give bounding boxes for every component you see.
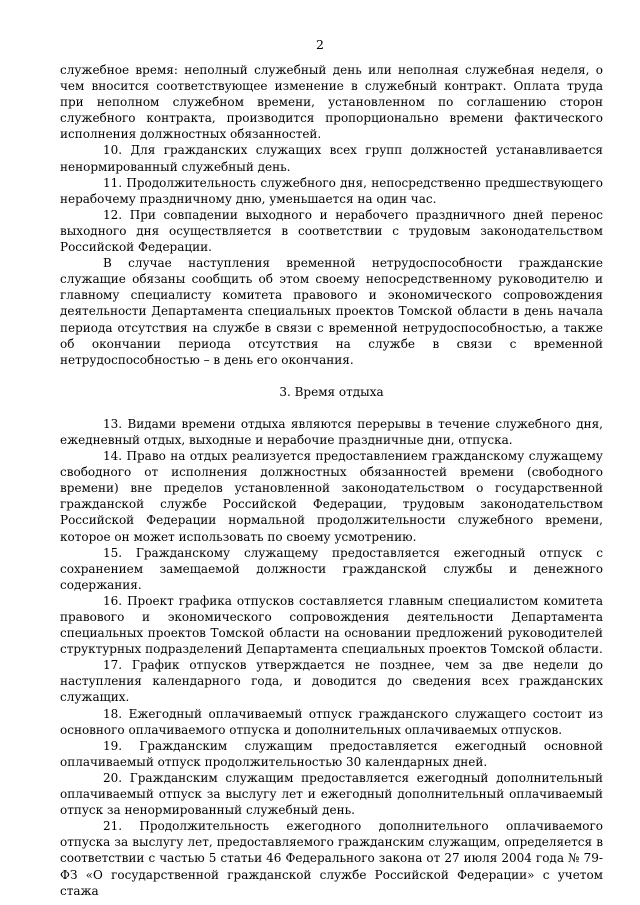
paragraph-15: 15. Гражданскому служащему предоставляется ежегодный отпуск с сохранением замещаемой должности гражданской службы и денежного содержания. [60, 545, 603, 592]
paragraph-17: 17. График отпусков утверждается не позднее, чем за две недели до наступления календарного года, и доводится до сведения всех гражданских служащих. [60, 658, 603, 705]
paragraph-12: 12. При совпадении выходного и нерабочего праздничного дней перенос выходного дня осуществляется в соответствии с трудовым законодательством Российской Федерации. [60, 207, 603, 255]
paragraph-continuation: служебное время: неполный служебный день или неполная служебная неделя, о чем вносится соответствующее изменение в служебный контракт. Оплата труда при неполном служебном времени, установленном по соглашению сторон служебного контракта, производится пропорционально времени фактического исполнения должностных обязанностей. [60, 63, 603, 142]
paragraph-11: 11. Продолжительность служебного дня, непосредственно предшествующего нерабочему праздничному дню, уменьшается на один час. [60, 175, 603, 206]
paragraph-10: 10. Для гражданских служащих всех групп должностей устанавливается ненормированный служебный день. [60, 143, 603, 174]
paragraph-19: 19. Гражданским служащим предоставляется ежегодный основной оплачиваемый отпуск продолжительностью 30 календарных дней. [60, 738, 603, 769]
paragraph-21: 21. Продолжительность ежегодного дополнительного оплачиваемого отпуска за выслугу лет, предоставляемого гражданским служащим, определяется в соответствии с частью 5 статьи 46 Федерального закона от 27 июля 2004 года № 79-ФЗ «О государственной гражданской службе Российской Федерации» с учетом стажа [60, 819, 603, 898]
paragraph-14: 14. Право на отдых реализуется предоставлением гражданскому служащему свободного от исполнения должностных обязанностей времени (свободного времени) вне пределов установленной законодательством о государственной гражданской службе Российской Федерации, трудовым законодательством Российской Федерации нормальной продолжительности служебного времени, которое он может использовать по своему усмотрению. [60, 449, 603, 544]
paragraph-18: 18. Ежегодный оплачиваемый отпуск гражданского служащего состоит из основного оплачиваемого отпуска и дополнительных оплачиваемых отпусков. [60, 706, 603, 737]
page-number: 2 [316, 37, 324, 52]
paragraph-13: 13. Видами времени отдыха являются перерывы в течение служебного дня, ежедневный отдых, выходные и нерабочие праздничные дни, отпуска. [60, 416, 603, 447]
section-heading: 3. Время отдыха [279, 384, 384, 399]
paragraph-sick-leave: В случае наступления временной нетрудоспособности гражданские служащие обязаны сообщить об этом своему непосредственному руководителю и главному специалисту комитета правового и экономического сопровождения деятельности Департамента специальных проектов Томской области в день начала периода отсутствия на службе в связи с временной нетрудоспособностью, а также об окончании периода отсутствия на службе в связи с временной нетрудоспособностью – в день его окончания. [60, 256, 603, 367]
paragraph-16: 16. Проект графика отпусков составляется главным специалистом комитета правового и экономического сопровождения деятельности Департамента специальных проектов Томской области на основании предложений руководителей структурных подразделений Департамента специальных проектов Томской области. [60, 593, 603, 657]
paragraph-20: 20. Гражданским служащим предоставляется ежегодный дополнительный оплачиваемый отпуск за выслугу лет и ежегодный дополнительный оплачиваемый отпуск за ненормированный служебный день. [60, 770, 603, 818]
document-body [60, 62, 603, 899]
